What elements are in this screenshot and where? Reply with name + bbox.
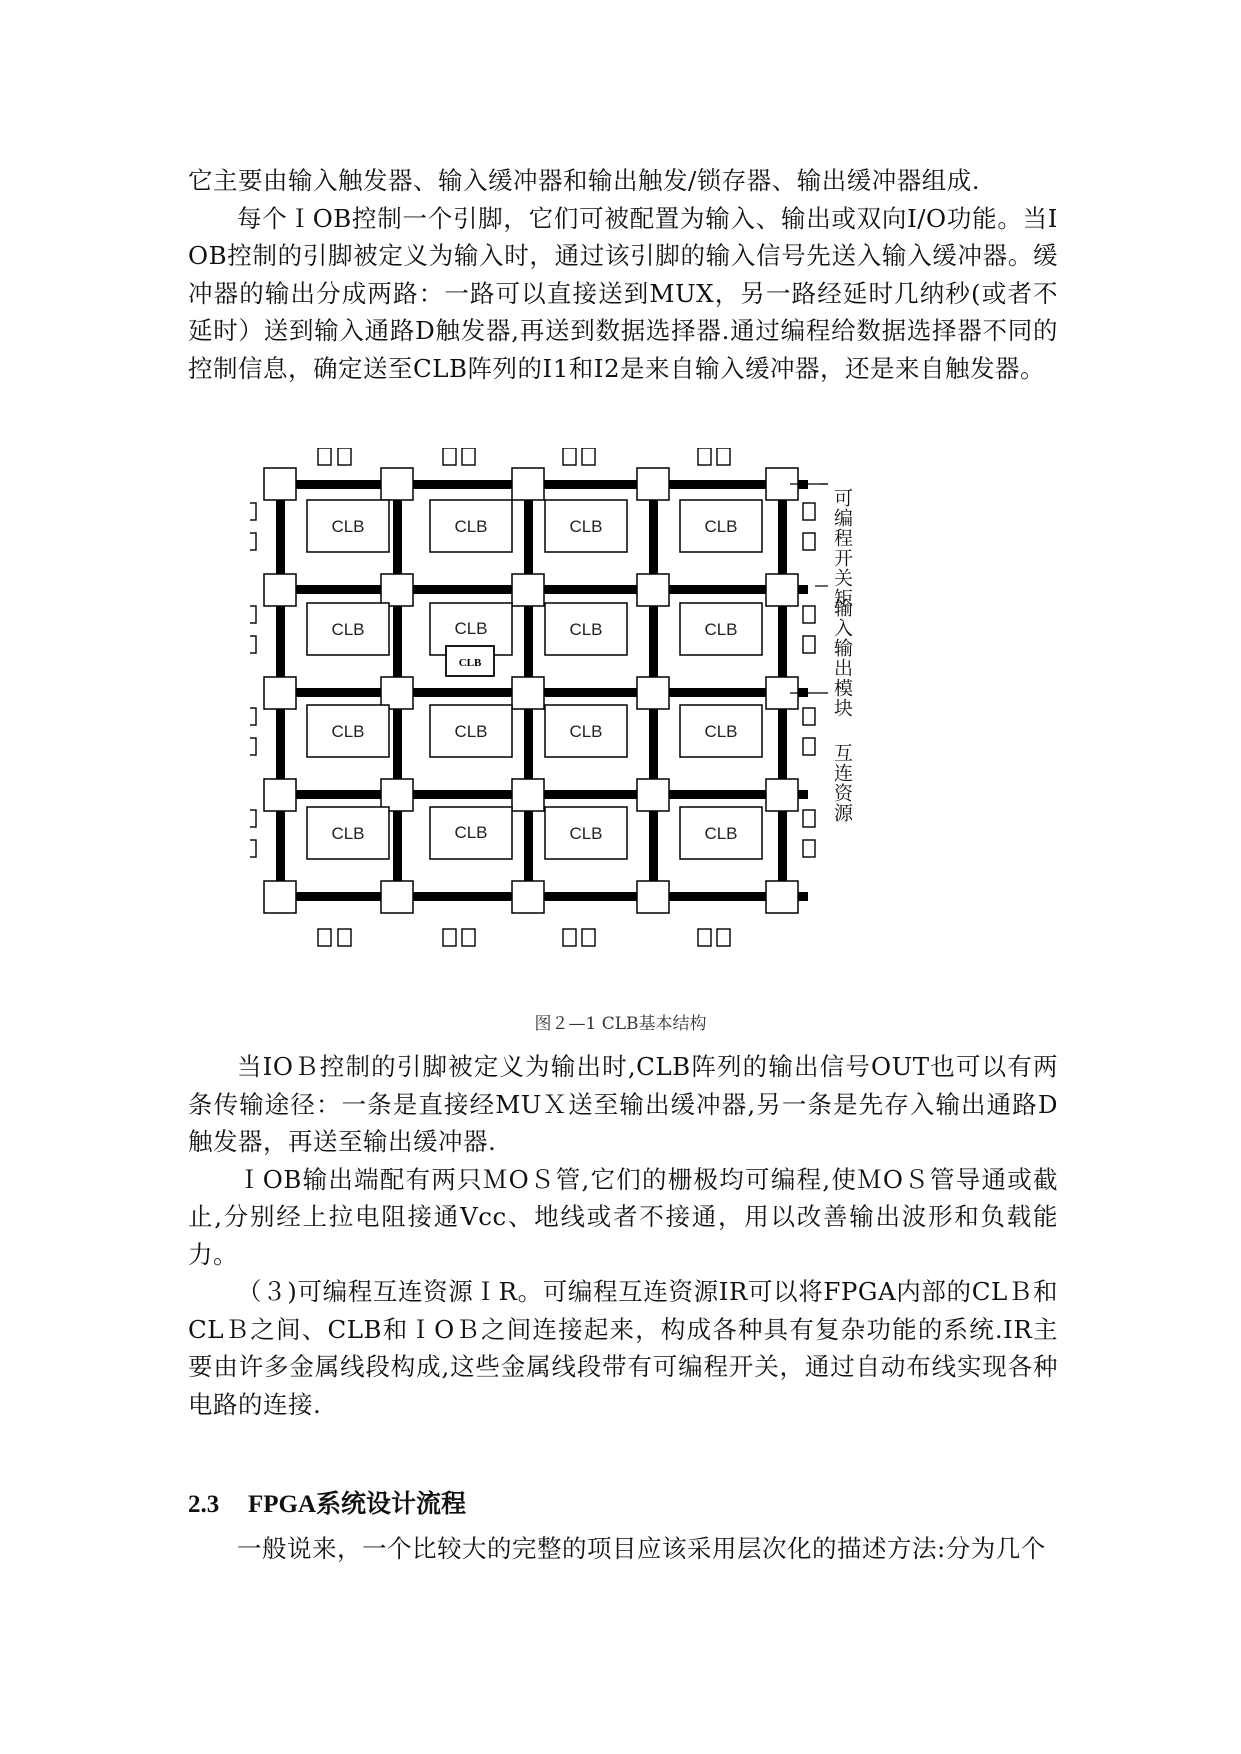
iob-pad [250,738,256,755]
switch-matrix [264,677,296,709]
iob-pad [250,503,256,520]
iob-pad [803,533,815,550]
paragraph: 每个ＩOB控制一个引脚，它们可被配置为输入、输出或双向I/O功能。当IOB控制的引脚被定义为输入时，通过该引脚的输入信号先送入输入缓冲器。缓冲器的输出分成两路：一路可以直接送到MUX，另一路经延时几纳秒(或者不延时）送到输入通路D触发器,再送到数据选择器.通过编程给数据选择器不同的控制信息，确定送至CLB阵列的I1和I2是来自输入缓冲器，还是来自触发器。 [188,203,1058,383]
iob-pad [462,929,475,946]
clb-label: CLB [331,517,365,536]
switch-matrix [637,677,669,709]
iob-pad [318,929,331,946]
switch-matrix [381,677,413,709]
switch-matrix [512,779,544,811]
iob-pads-bottom [318,929,730,946]
switch-matrix [637,468,669,500]
side-labels [831,488,853,823]
iob-pad [582,929,595,946]
paragraph: （３)可编程互连资源ＩR。可编程互连资源IR可以将FPGA内部的CLＢ和CLＢ之间、CLB和ＩOＢ之间连接起来，构成各种具有复杂功能的系统.IR主要由许多金属线段构成,这些金属线段带有可编程开关，通过自动布线实现各种电路的连接. [188,1277,1058,1419]
paragraph: 它主要由输入触发器、输入缓冲器和输出触发/锁存器、输出缓冲器组成. [188,166,981,195]
clb-label: CLB [454,619,488,638]
clb-label: CLB [704,517,738,536]
iob-pad [803,810,815,827]
iob-pad [318,448,331,465]
switch-matrix [766,881,798,913]
iob-pad [250,636,256,653]
clb-label: CLB [454,517,488,536]
body-text-last [188,1530,1058,1568]
iob-pad [803,636,815,653]
switch-matrix [637,574,669,606]
clb-label: CLB [331,722,365,741]
paragraph: 一般说来，一个比较大的完整的项目应该采用层次化的描述方法:分为几个 [237,1534,1046,1563]
clb-label: CLB [569,620,603,639]
switch-matrix [381,574,413,606]
iob-pad [250,533,256,550]
switch-matrix [637,881,669,913]
paragraph: ＩOB输出端配有两只ＭOＳ管,它们的栅极均可编程,使ＭOＳ管导通或截止,分别经上拉电阻接通Vcc、地线或者不接通，用以改善输出波形和负载能力。 [188,1164,1058,1269]
iob-pad [563,929,576,946]
label-interconnect: 互连资源 [831,743,853,823]
switch-matrix [512,677,544,709]
clb-label: CLB [454,823,488,842]
section-number: 2.3 [188,1491,220,1518]
iob-pad [717,448,730,465]
switch-matrix [264,779,296,811]
section-title: FPGA系统设计流程 [248,1491,467,1518]
label-io-block: 输入输出模块 [831,598,853,718]
switch-matrix [512,881,544,913]
switch-matrix [512,574,544,606]
clb-label: CLB [331,824,365,843]
clb-structure-figure [250,448,990,988]
section-heading [188,1484,466,1520]
iob-pad [803,708,815,725]
iob-pad [443,448,456,465]
clb-label: CLB [704,722,738,741]
switch-matrix [264,468,296,500]
switch-matrix [766,574,798,606]
iob-pad [803,738,815,755]
label-switch-matrix: 可编程开关矩 [831,488,853,608]
switch-matrix [264,881,296,913]
iob-pad [338,448,351,465]
switch-matrix [637,779,669,811]
switch-matrix [766,779,798,811]
iob-pad [443,929,456,946]
switch-matrix [264,574,296,606]
small-clb-label: CLB [458,657,482,669]
switch-matrix [381,881,413,913]
clb-label: CLB [454,722,488,741]
clb-label: CLB [704,620,738,639]
iob-pad [338,929,351,946]
clb-label: CLB [704,824,738,843]
switch-matrix [381,779,413,811]
iob-pad [250,810,256,827]
switch-matrix [381,468,413,500]
body-text-bottom [188,1048,1058,1423]
iob-pad [698,448,711,465]
iob-pad [582,448,595,465]
clb-label: CLB [331,620,365,639]
iob-pads-left [250,503,256,857]
iob-pad [250,708,256,725]
iob-pad [563,448,576,465]
iob-pad [250,840,256,857]
clb-label: CLB [569,517,603,536]
clb-diagram [250,448,990,988]
iob-pad [803,503,815,520]
figure-caption: 图２—1 CLB基本结构 [534,1014,707,1034]
iob-pad [803,606,815,623]
iob-pad [803,840,815,857]
body-text-top [188,162,1058,387]
clb-label: CLB [569,722,603,741]
switch-matrix [512,468,544,500]
iob-pad [717,929,730,946]
paragraph: 当IOＢ控制的引脚被定义为输出时,CLB阵列的输出信号OUT也可以有两条传输途径：一条是直接经MUＸ送至输出缓冲器,另一条是先存入输出通路D触发器，再送至输出缓冲器. [188,1052,1058,1156]
clb-label: CLB [569,824,603,843]
iob-pad [698,929,711,946]
iob-pad [250,606,256,623]
iob-pads-top [318,448,730,465]
iob-pads-right [803,503,815,857]
iob-pad [462,448,475,465]
